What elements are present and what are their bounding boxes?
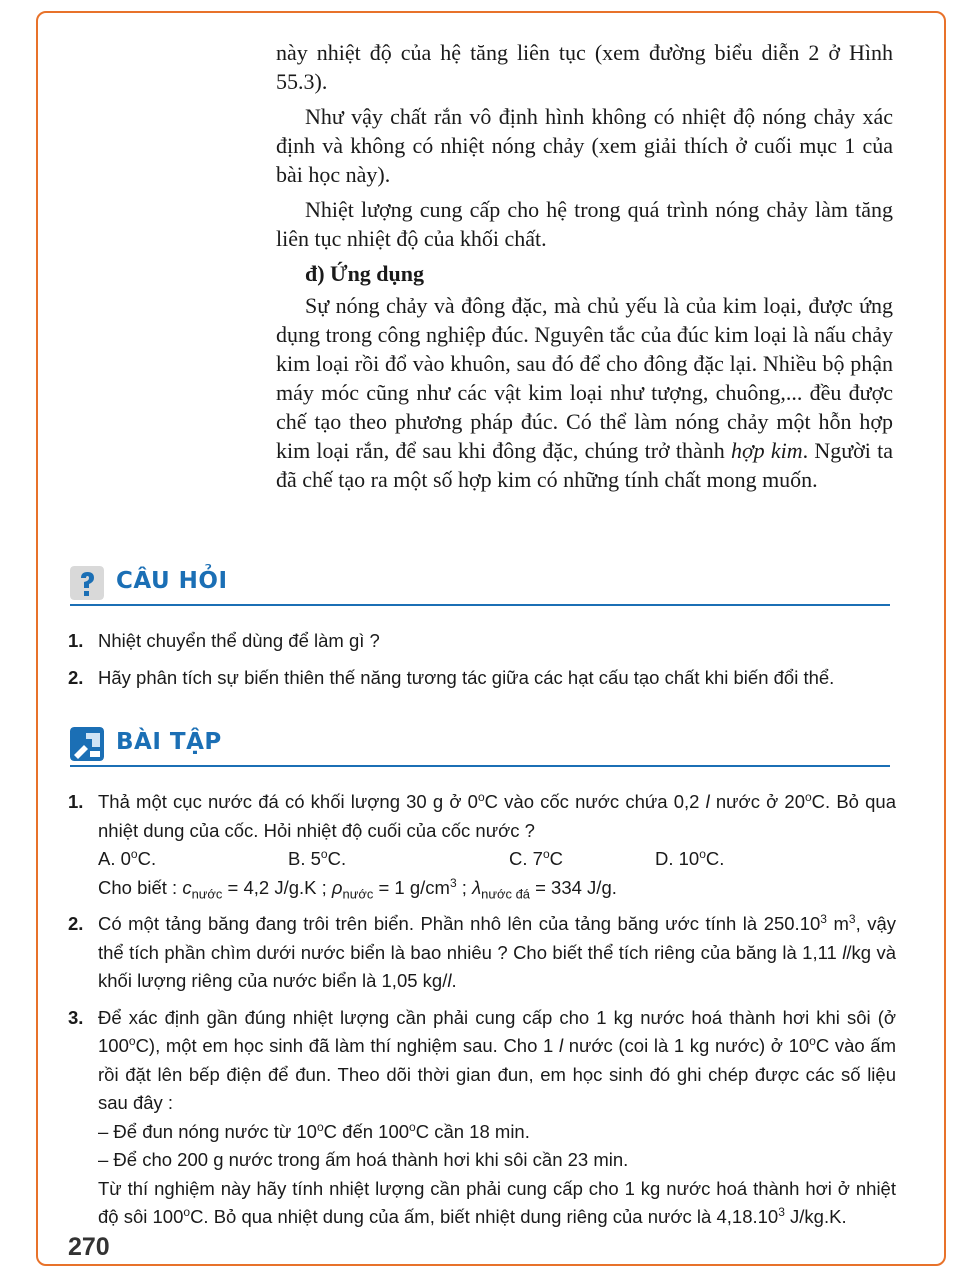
exercise-icon (70, 727, 104, 761)
questions-heading (70, 566, 890, 606)
item-number: 1. (68, 630, 84, 651)
item-number: 2. (68, 913, 84, 934)
choice-c: C. 7$^o$C (509, 846, 563, 869)
item-text: Để xác định gần đúng nhiệt lượng cần phải cung cấp cho 1 kg nước hoá thành hơi khi sôi (ở 100$^o$C), một em học sinh đã làm thí nghiệm sau. Cho 1 l nước (coi là 1 kg nước) ở 10$^o$C vào ấm rồi đặt lên bếp điện để đun. Theo dõi thời gian đun, em học sinh đó ghi chép được các số liệu sau đây : (98, 1006, 896, 1113)
list-item (66, 627, 896, 656)
page-number: 270 (68, 1233, 110, 1261)
question-icon (70, 566, 104, 600)
data-line: – Để cho 200 g nước trong ấm hoá thành hơi khi sôi cần 23 min. (98, 1149, 629, 1170)
paragraph: Sự nóng chảy và đông đặc, mà chủ yếu là của kim loại, được ứng dụng trong công nghiệp đúc. Nguyên tắc của đúc kim loại là nấu chảy kim loại rồi đổ vào khuôn, sau đó để cho đông đặc lại. Nhiều bộ phận máy móc cũng như các vật kim loại như tượng, chuông,... đều được chế tạo theo phương pháp đúc. Có thể làm nóng chảy một hỗn hợp kim loại rắn, để sau khi đông đặc, chúng trở thành hợp kim. Người ta đã chế tạo ra một số hợp kim có những tính chất mong muốn. (276, 293, 893, 492)
paragraph: Như vậy chất rắn vô định hình không có nhiệt độ nóng chảy xác định và không có nhiệt nóng chảy (xem giải thích ở cuối mục 1 của bài học này). (276, 104, 893, 187)
item-text: Thả một cục nước đá có khối lượng 30 g ở 0$^o$C vào cốc nước chứa 0,2 l nước ở 20$^o$C. Bỏ qua nhiệt dung của cốc. Hỏi nhiệt độ cuối của cốc nước ? (98, 789, 896, 841)
questions-list (66, 627, 896, 700)
exercises-list (66, 788, 896, 1240)
paragraph: này nhiệt độ của hệ tăng liên tục (xem đường biểu diễn 2 ở Hình 55.3). (276, 40, 893, 94)
item-number: 2. (68, 666, 84, 688)
given-data: Cho biết : $c_{nước} = 4,2$ J/g.K ; $\rho_{nước} = 1$ $g/cm^3$ ; $\lambda_{nước đá} = 334$ J/g. (98, 875, 617, 902)
list-item (66, 910, 896, 996)
item-text: Hãy phân tích sự biến thiên thế năng tương tác giữa các hạt cấu tạo chất khi biến đổi thể. (98, 666, 835, 688)
data-line: – Để đun nóng nước từ 10$^o$C đến 100$^o$C cần 18 min. (98, 1119, 530, 1142)
choice-b: B. 5$^o$C. (288, 846, 347, 869)
item-number: 1. (68, 791, 84, 812)
body-text (276, 38, 893, 500)
choice-d: D. 10$^o$C. (655, 846, 725, 869)
section-title: CÂU HỎI (116, 568, 228, 594)
item-number: 3. (68, 1006, 84, 1028)
list-item (66, 664, 896, 693)
item-text: Từ thí nghiệm này hãy tính nhiệt lượng cần phải cung cấp cho 1 kg nước hoá thành hơi ở nhiệt độ sôi 100$^o$C. Bỏ qua nhiệt dung của ấm, biết nhiệt dung riêng của nước là 4,18.10$^3$ J/kg.K. (98, 1177, 896, 1227)
subsection-heading: đ) Ứng dụng (305, 261, 425, 286)
paragraph: Nhiệt lượng cung cấp cho hệ trong quá trình nóng chảy làm tăng liên tục nhiệt độ của khối chất. (276, 197, 893, 251)
answer-choices (98, 845, 896, 874)
choice-a: A. 0$^o$C. (98, 846, 157, 869)
item-text: Nhiệt chuyển thể dùng để làm gì ? (98, 630, 380, 651)
section-title: BÀI TẬP (116, 729, 222, 755)
list-item (66, 788, 896, 902)
item-text: Có một tảng băng đang trôi trên biển. Phần nhô lên của tảng băng ước tính là 250.10$^3$ $m^3$, vậy thể tích phần chìm dưới nước biển là bao nhiêu ? Cho biết thể tích riêng của băng là 1,11 l/kg và khối lượng riêng của nước biển là 1,05 kg/l. (98, 911, 896, 991)
list-item (66, 1004, 896, 1232)
exercises-heading (70, 727, 890, 767)
